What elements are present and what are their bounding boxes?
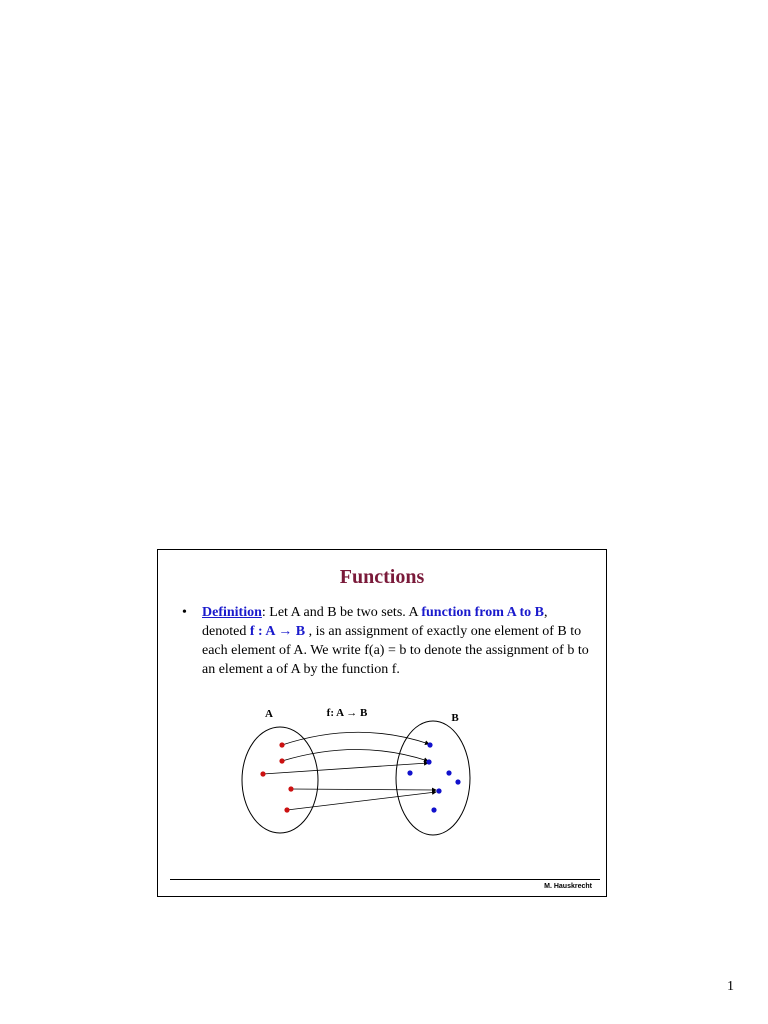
footer-author: M. Hauskrecht <box>544 883 592 890</box>
set-a-ellipse <box>242 727 318 833</box>
function-diagram <box>158 550 606 896</box>
definition-label: Definition <box>202 605 262 620</box>
mapping-arrow <box>282 732 429 745</box>
domain-point <box>284 807 289 812</box>
text-part-1: : Let A and B be two sets. A <box>261 605 422 620</box>
mapping-arrow <box>282 750 428 762</box>
domain-point <box>288 786 293 791</box>
codomain-point <box>427 742 432 747</box>
highlight-notation: f : A → B <box>249 624 306 639</box>
slide-title: Functions <box>339 566 425 588</box>
mapping-arrow <box>287 792 436 810</box>
function-label: f: A → B <box>326 707 368 719</box>
mapping-arrow <box>291 789 436 790</box>
set-b-label: B <box>451 712 459 724</box>
text-part-3: denoted <box>202 624 250 639</box>
codomain-point <box>426 759 431 764</box>
codomain-point <box>436 788 441 793</box>
slide <box>157 549 607 897</box>
codomain-point <box>455 779 460 784</box>
text-part-2: , <box>543 605 548 620</box>
domain-point <box>279 758 284 763</box>
set-a-label: A <box>265 708 273 720</box>
domain-point <box>260 771 265 776</box>
codomain-point <box>407 770 412 775</box>
bullet: • <box>182 605 187 620</box>
codomain-point <box>446 770 451 775</box>
text-part-4: , is an assignment of exactly one element of B to each element of A. We write f(a) = b to denote the assignment of b to an element a of A by the function f. <box>202 624 589 677</box>
highlight-function-from: function from A to B <box>421 605 544 620</box>
domain-point <box>279 742 284 747</box>
footer-divider <box>170 879 600 880</box>
codomain-point <box>431 807 436 812</box>
page-number: 1 <box>727 979 734 994</box>
mapping-arrow <box>263 763 428 774</box>
